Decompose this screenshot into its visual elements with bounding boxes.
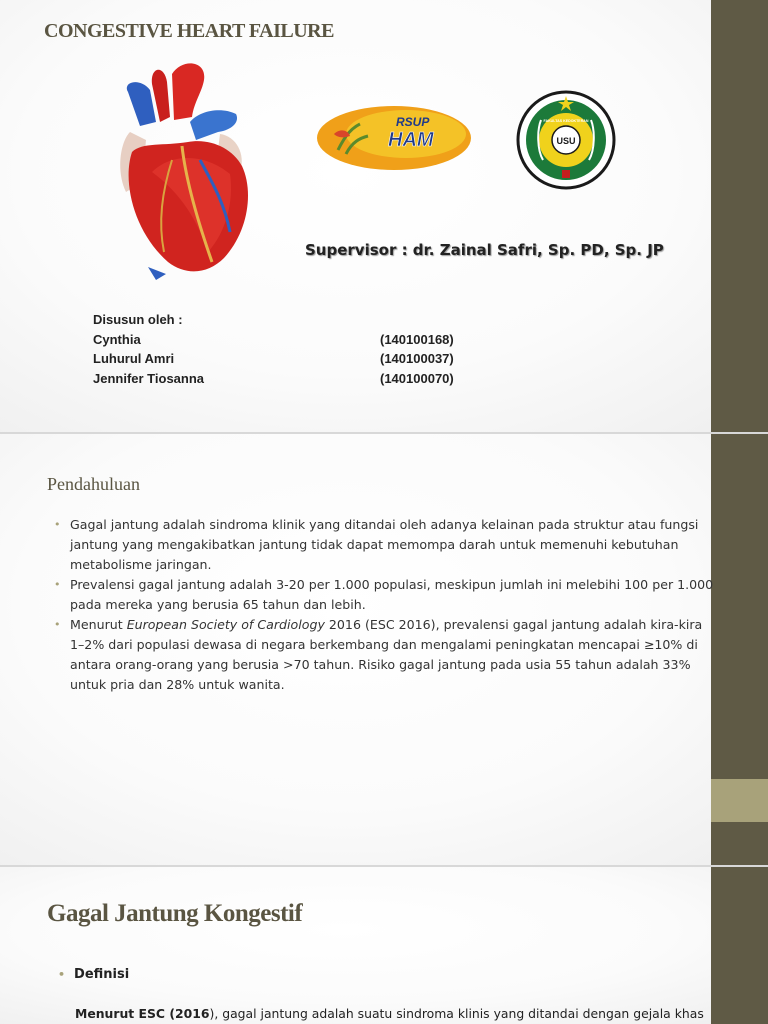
bullet-text: Prevalensi gagal jantung adalah 3-20 per 1.000 populasi, meskipun jumlah ini melebihi 100 per 1.000 pada mereka yang berusia 65 tahun dan lebih. [70, 577, 714, 612]
heart-illustration [112, 62, 254, 280]
slide3-title: Gagal Jantung Kongestif [47, 900, 303, 927]
slide-pendahuluan [0, 434, 768, 865]
author-id: (140100070) [380, 370, 454, 386]
bullet-dot-icon: • [54, 618, 61, 631]
definition-source: Menurut ESC ( [75, 1006, 176, 1021]
ham-logo-text: HAM [388, 129, 434, 151]
bullet-text-post: 2016 (ESC 2016), prevalensi gagal jantung adalah kira-kira 1–2% dari populasi dewasa di negara berkembang dan mengalami peningkatan mencapai ≥10% di antara orang-orang yang berusia >70 tahun. Risiko gagal jantung pada usia 55 tahun adalah 33% untuk pria dan 28% untuk wanita. [70, 617, 703, 692]
sidebar-accent-band [711, 779, 768, 822]
definition-body: ), gagal jantung adalah suatu sindroma klinis yang ditandai dengan gejala khas [209, 1006, 704, 1021]
author-id: (140100168) [380, 331, 454, 347]
bullet-text-pre: Menurut [70, 617, 127, 632]
slide-gagal-jantung [0, 867, 768, 1024]
author-row [93, 369, 454, 389]
bullet-item [54, 515, 714, 575]
bullet-text: Gagal jantung adalah sindroma klinik yang ditandai oleh adanya kelainan pada struktur atau fungsi jantung yang mengakibatkan jantung tidak dapat memompa darah untuk memenuhi kebutuhan metabolisme jaringan. [70, 517, 699, 572]
author-name: Luhurul Amri [93, 351, 175, 366]
bullet-item [54, 615, 714, 695]
authors-heading: Disusun oleh : [93, 312, 183, 327]
definition-year: 2016 [175, 1006, 210, 1021]
bullet-dot-icon: • [58, 968, 66, 981]
bullet-text-italic: European Society of Cardiology [126, 617, 325, 632]
slide1-title: CONGESTIVE HEART FAILURE [44, 20, 334, 42]
definition-label: Definisi [74, 967, 130, 982]
author-id: (140100037) [380, 351, 454, 366]
author-row [93, 349, 454, 369]
usu-seal-ring-text: FAKULTAS KEDOKTERAN [543, 119, 589, 123]
author-name: Jennifer Tiosanna [93, 370, 205, 386]
bullet-list [54, 515, 714, 695]
usu-faculty-seal [515, 90, 617, 190]
author-row [93, 330, 454, 350]
definition-text [75, 1006, 704, 1021]
slide2-title: Pendahuluan [47, 474, 140, 494]
author-name: Cynthia [93, 331, 141, 347]
definition-bullet [58, 967, 129, 982]
supervisor-line: Supervisor : dr. Zainal Safri, Sp. PD, Sp. JP [305, 241, 664, 259]
bullet-item [54, 575, 714, 615]
bullet-dot-icon: • [54, 518, 61, 531]
slide-sidebar [711, 0, 768, 432]
bullet-dot-icon: • [54, 578, 61, 591]
rsup-logo-text: RSUP [396, 115, 430, 129]
authors-block [93, 310, 454, 388]
rsup-ham-logo [316, 104, 473, 172]
slide-sidebar [711, 434, 768, 865]
slide-sidebar [711, 867, 768, 1024]
slide-title [0, 0, 768, 432]
usu-seal-text: USU [556, 136, 576, 146]
